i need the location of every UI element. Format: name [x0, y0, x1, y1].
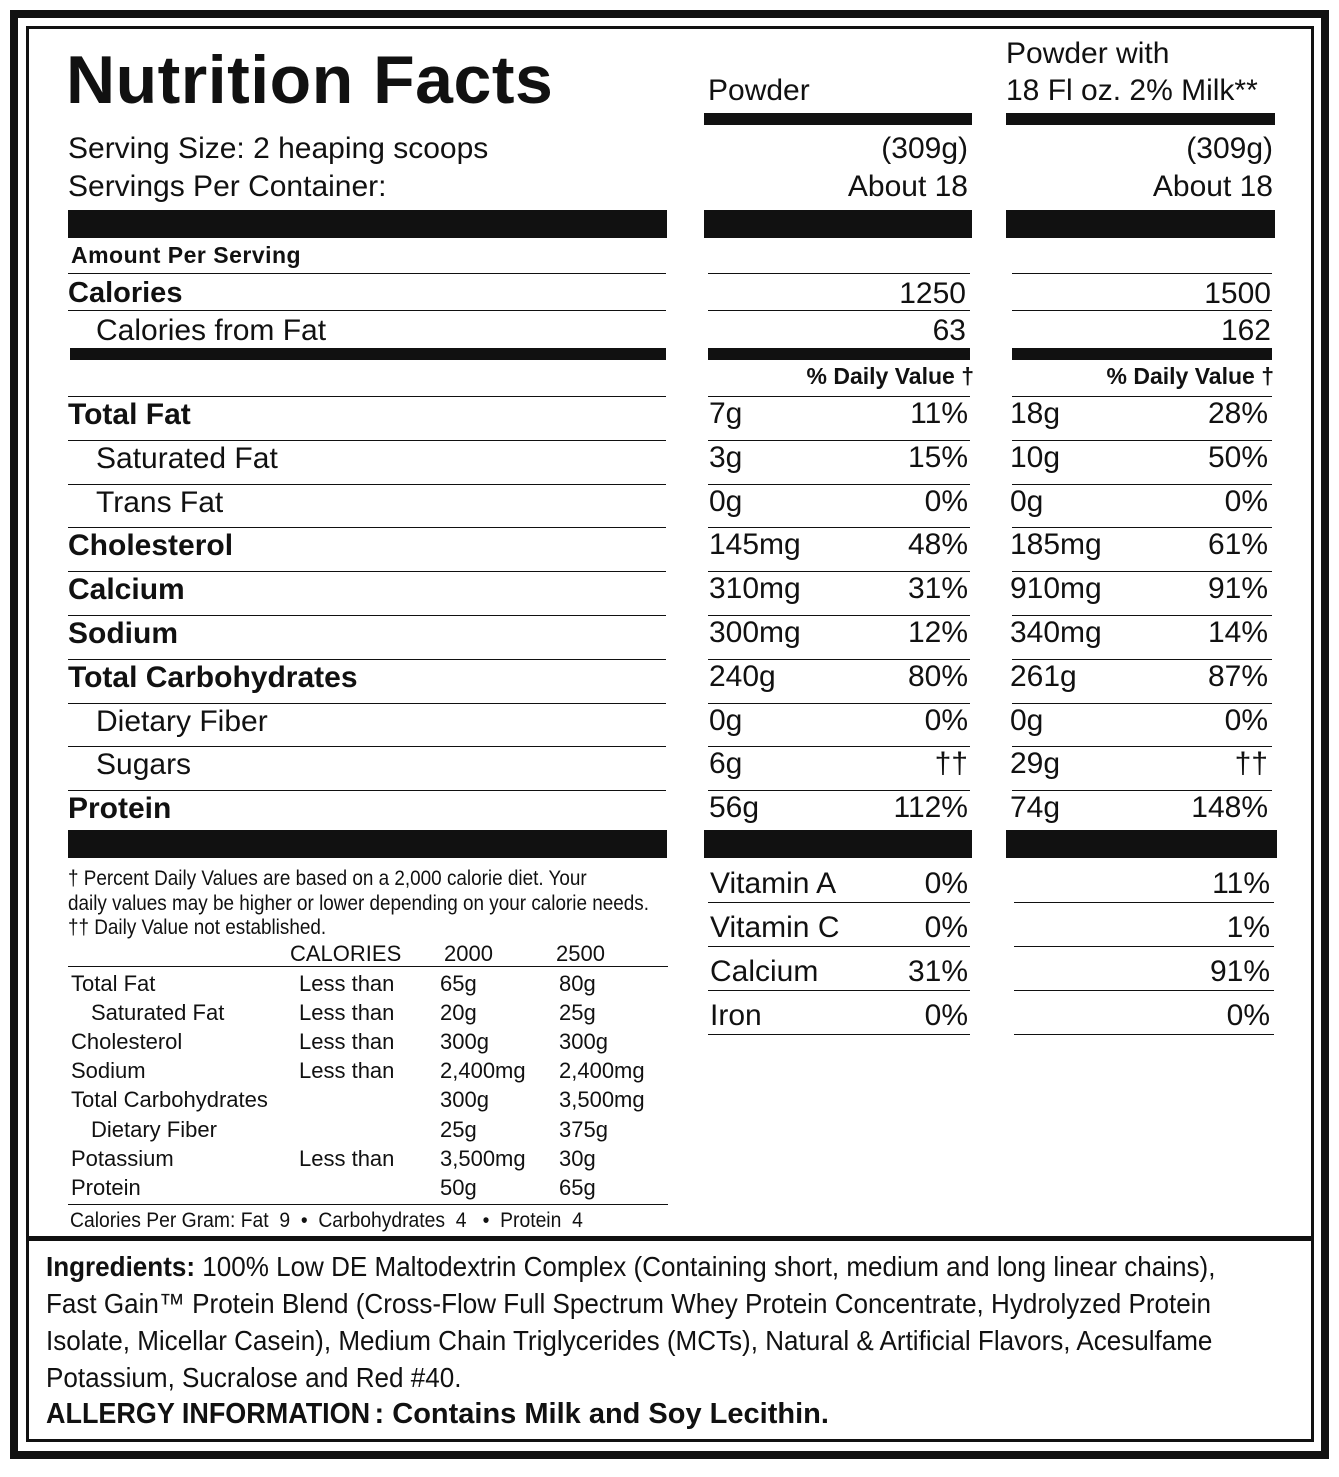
dv-table-2000: 50g [440, 1175, 477, 1200]
dv-table-label: Dietary Fiber [91, 1117, 217, 1142]
powder-amount: 56g [709, 791, 760, 824]
powder-servings: About 18 [847, 170, 968, 203]
milk-daily-value: 0% [1224, 704, 1268, 737]
nutrient-label: Dietary Fiber [96, 705, 268, 738]
powder-amount: 0g [709, 485, 743, 518]
nutrient-label: Protein [68, 792, 172, 825]
powder-amount: 310mg [709, 572, 801, 605]
dv-table-header-2500: 2500 [556, 941, 605, 966]
powder-dv-header: % Daily Value † [806, 363, 974, 389]
powder-calories: 1250 [899, 277, 966, 310]
serving-size-label: Serving Size: 2 heaping scoops [68, 132, 489, 165]
dv-table-2500: 300g [559, 1029, 608, 1054]
milk-amount: 29g [1010, 747, 1061, 780]
ingredients-block [46, 1248, 1255, 1396]
vitamin-rule [1014, 902, 1274, 903]
powder-daily-value: 12% [907, 616, 968, 649]
milk-daily-value: 91% [1207, 572, 1268, 605]
dv-table-2000: 300g [440, 1029, 489, 1054]
powder-amount: 145mg [709, 528, 801, 561]
powder-amount: 300mg [709, 616, 801, 649]
milk-serving-size: (309g) [1186, 132, 1273, 165]
powder-calories-from-fat: 63 [932, 314, 966, 347]
nutrient-rule [68, 527, 666, 528]
nutrient-label: Saturated Fat [96, 442, 278, 475]
calories-label: Calories [68, 277, 183, 309]
dv-table-2000: 3,500mg [440, 1146, 526, 1171]
milk-column-header-line2: 18 Fl oz. 2% Milk** [1006, 74, 1258, 107]
vitamin-milk-dv: 11% [1212, 867, 1270, 900]
powder-daily-value: 31% [907, 572, 968, 605]
vitamin-label: Vitamin A [710, 867, 837, 900]
nutrient-label: Trans Fat [96, 486, 224, 519]
milk-header-rule [1006, 113, 1275, 125]
powder-daily-value: 112% [893, 791, 968, 824]
allergy-text: : Contains Milk and Soy Lecithin. [374, 1398, 829, 1430]
label-title: Nutrition Facts [66, 42, 554, 118]
milk-daily-value: 50% [1207, 441, 1268, 474]
milk-calories: 1500 [1204, 277, 1271, 310]
milk-daily-value: 28% [1207, 397, 1268, 430]
dv-table-2500: 2,400mg [559, 1058, 645, 1083]
powder-serving-size: (309g) [881, 132, 968, 165]
nutrient-label: Sugars [96, 748, 192, 781]
nutrient-rule [68, 571, 666, 572]
dv-table-2000: 2,400mg [440, 1058, 526, 1083]
dv-table-label: Sodium [71, 1058, 146, 1083]
vitamin-rule [708, 946, 970, 947]
dv-table-label: Cholesterol [71, 1029, 183, 1054]
milk-daily-value: 0% [1224, 485, 1268, 518]
ingredients-text: 100% Low DE Maltodextrin Complex (Containing short, medium and long linear chains), Fast Gain™ Protein Blend (Cross-Flow Full Spectrum Whey Protein Concentrate, Hydrolyzed Protein Isolate, Micellar Casein), Medium Chain Triglycerides (MCTs), Natural & Artificial Flavors, Acesulfame Potassium, Sucralose and Red #40. [46, 1251, 1216, 1393]
ingredients-label: Ingredients: [46, 1251, 196, 1282]
milk-amount: 10g [1010, 441, 1061, 474]
vitamin-rule [1014, 946, 1274, 947]
nutrient-rule [68, 790, 666, 791]
vitamin-label: Iron [710, 999, 762, 1032]
footnote-line-2: daily values may be higher or lower depending on your calorie needs. [68, 892, 650, 915]
nutrient-label: Total Carbohydrates [68, 661, 358, 694]
vitamin-rule [1014, 1034, 1274, 1035]
milk-daily-value: 61% [1207, 528, 1268, 561]
dv-table-qualifier: Less than [299, 1029, 395, 1054]
nutrient-rule [708, 746, 970, 747]
vitamin-powder-dv: 0% [924, 867, 968, 900]
dv-table-2500: 25g [559, 1000, 596, 1025]
dv-table-2500: 3,500mg [559, 1087, 645, 1112]
dv-table-qualifier: Less than [299, 1000, 395, 1025]
milk-calories-from-fat: 162 [1220, 314, 1271, 347]
vitamin-powder-dv: 31% [907, 955, 968, 988]
nutrient-label: Sodium [68, 617, 178, 650]
nutrient-rule [68, 615, 666, 616]
thick-rule-powder [704, 210, 972, 238]
thick-rule-milk [1006, 210, 1275, 238]
milk-daily-value: †† [1234, 747, 1268, 780]
footnote-line-3: †† Daily Value not established. [68, 916, 327, 939]
servings-per-container-label: Servings Per Container: [68, 170, 387, 203]
dv-table-header-calories: CALORIES [290, 941, 402, 966]
dv-table-2500: 80g [559, 971, 596, 996]
nutrient-label: Cholesterol [68, 529, 234, 562]
calories-from-fat-label: Calories from Fat [96, 314, 327, 347]
milk-daily-value: 148% [1191, 791, 1268, 824]
calories-per-gram: Calories Per Gram: Fat 9 • Carbohydrates 4 • Protein 4 [70, 1209, 583, 1232]
milk-daily-value: 14% [1207, 616, 1268, 649]
powder-daily-value: 48% [907, 528, 968, 561]
milk-servings: About 18 [1152, 170, 1273, 203]
milk-amount: 0g [1010, 704, 1044, 737]
dv-table-2000: 25g [440, 1117, 477, 1142]
milk-amount: 18g [1010, 397, 1061, 430]
amount-per-serving: Amount Per Serving [71, 242, 302, 268]
milk-dv-header: % Daily Value † [1106, 363, 1274, 389]
vitamin-powder-dv: 0% [924, 911, 968, 944]
milk-amount: 910mg [1010, 572, 1102, 605]
dv-table-label: Protein [71, 1175, 141, 1200]
milk-amount: 185mg [1010, 528, 1102, 561]
dv-table-2000: 300g [440, 1087, 489, 1112]
milk-amount: 0g [1010, 485, 1044, 518]
powder-daily-value: 0% [924, 704, 968, 737]
powder-daily-value: 0% [924, 485, 968, 518]
milk-amount: 261g [1010, 660, 1077, 693]
vitamin-rule [708, 902, 970, 903]
nutrient-label: Total Fat [68, 398, 191, 431]
dv-table-2500: 375g [559, 1117, 608, 1142]
nutrient-rule [68, 746, 666, 747]
powder-amount: 0g [709, 704, 743, 737]
vitamin-milk-dv: 0% [1226, 999, 1270, 1032]
nutrient-rule [68, 703, 666, 704]
powder-column-header: Powder [708, 74, 810, 107]
thick-rule-left [68, 210, 667, 238]
dv-table-label: Total Fat [71, 971, 156, 996]
nutrient-label: Calcium [68, 573, 185, 606]
vitamin-powder-dv: 0% [924, 999, 968, 1032]
nutrient-rule [68, 659, 666, 660]
nutrient-rule [68, 484, 666, 485]
dv-table-qualifier: Less than [299, 1146, 395, 1171]
powder-daily-value: 15% [907, 441, 968, 474]
vitamin-rule [708, 990, 970, 991]
dv-table-2000: 65g [440, 971, 477, 996]
allergy-label: ALLERGY INFORMATION [46, 1398, 371, 1430]
milk-column-header-line1: Powder with [1006, 37, 1170, 70]
milk-amount: 74g [1010, 791, 1061, 824]
vitamin-label: Vitamin C [710, 911, 840, 944]
milk-daily-value: 87% [1207, 660, 1268, 693]
vitamin-milk-dv: 91% [1209, 955, 1270, 988]
powder-amount: 7g [709, 397, 743, 430]
powder-amount: 6g [709, 747, 743, 780]
powder-daily-value: 11% [910, 397, 968, 430]
footnote-line-1: † Percent Daily Values are based on a 2,000 calorie diet. Your [68, 867, 587, 890]
powder-amount: 3g [709, 441, 743, 474]
powder-header-rule [704, 113, 972, 125]
powder-amount: 240g [709, 660, 776, 693]
powder-daily-value: †† [934, 747, 968, 780]
dv-table-2500: 30g [559, 1146, 596, 1171]
dv-table-header-2000: 2000 [444, 941, 493, 966]
milk-amount: 340mg [1010, 616, 1102, 649]
vitamin-milk-dv: 1% [1226, 911, 1270, 944]
nutrient-rule [68, 396, 666, 397]
vitamin-label: Calcium [710, 955, 819, 988]
dv-table-label: Potassium [71, 1146, 174, 1171]
dv-table-qualifier: Less than [299, 971, 395, 996]
powder-daily-value: 80% [907, 660, 968, 693]
dv-table-qualifier: Less than [299, 1058, 395, 1083]
dv-table-2000: 20g [440, 1000, 477, 1025]
dv-table-label: Saturated Fat [91, 1000, 225, 1025]
vitamin-rule [708, 1034, 970, 1035]
nutrient-rule [68, 440, 666, 441]
dv-table-label: Total Carbohydrates [71, 1087, 268, 1112]
allergy-block [46, 1400, 829, 1429]
ingredients-divider [26, 1236, 1314, 1241]
dv-table-2500: 65g [559, 1175, 596, 1200]
vitamin-rule [1014, 990, 1274, 991]
